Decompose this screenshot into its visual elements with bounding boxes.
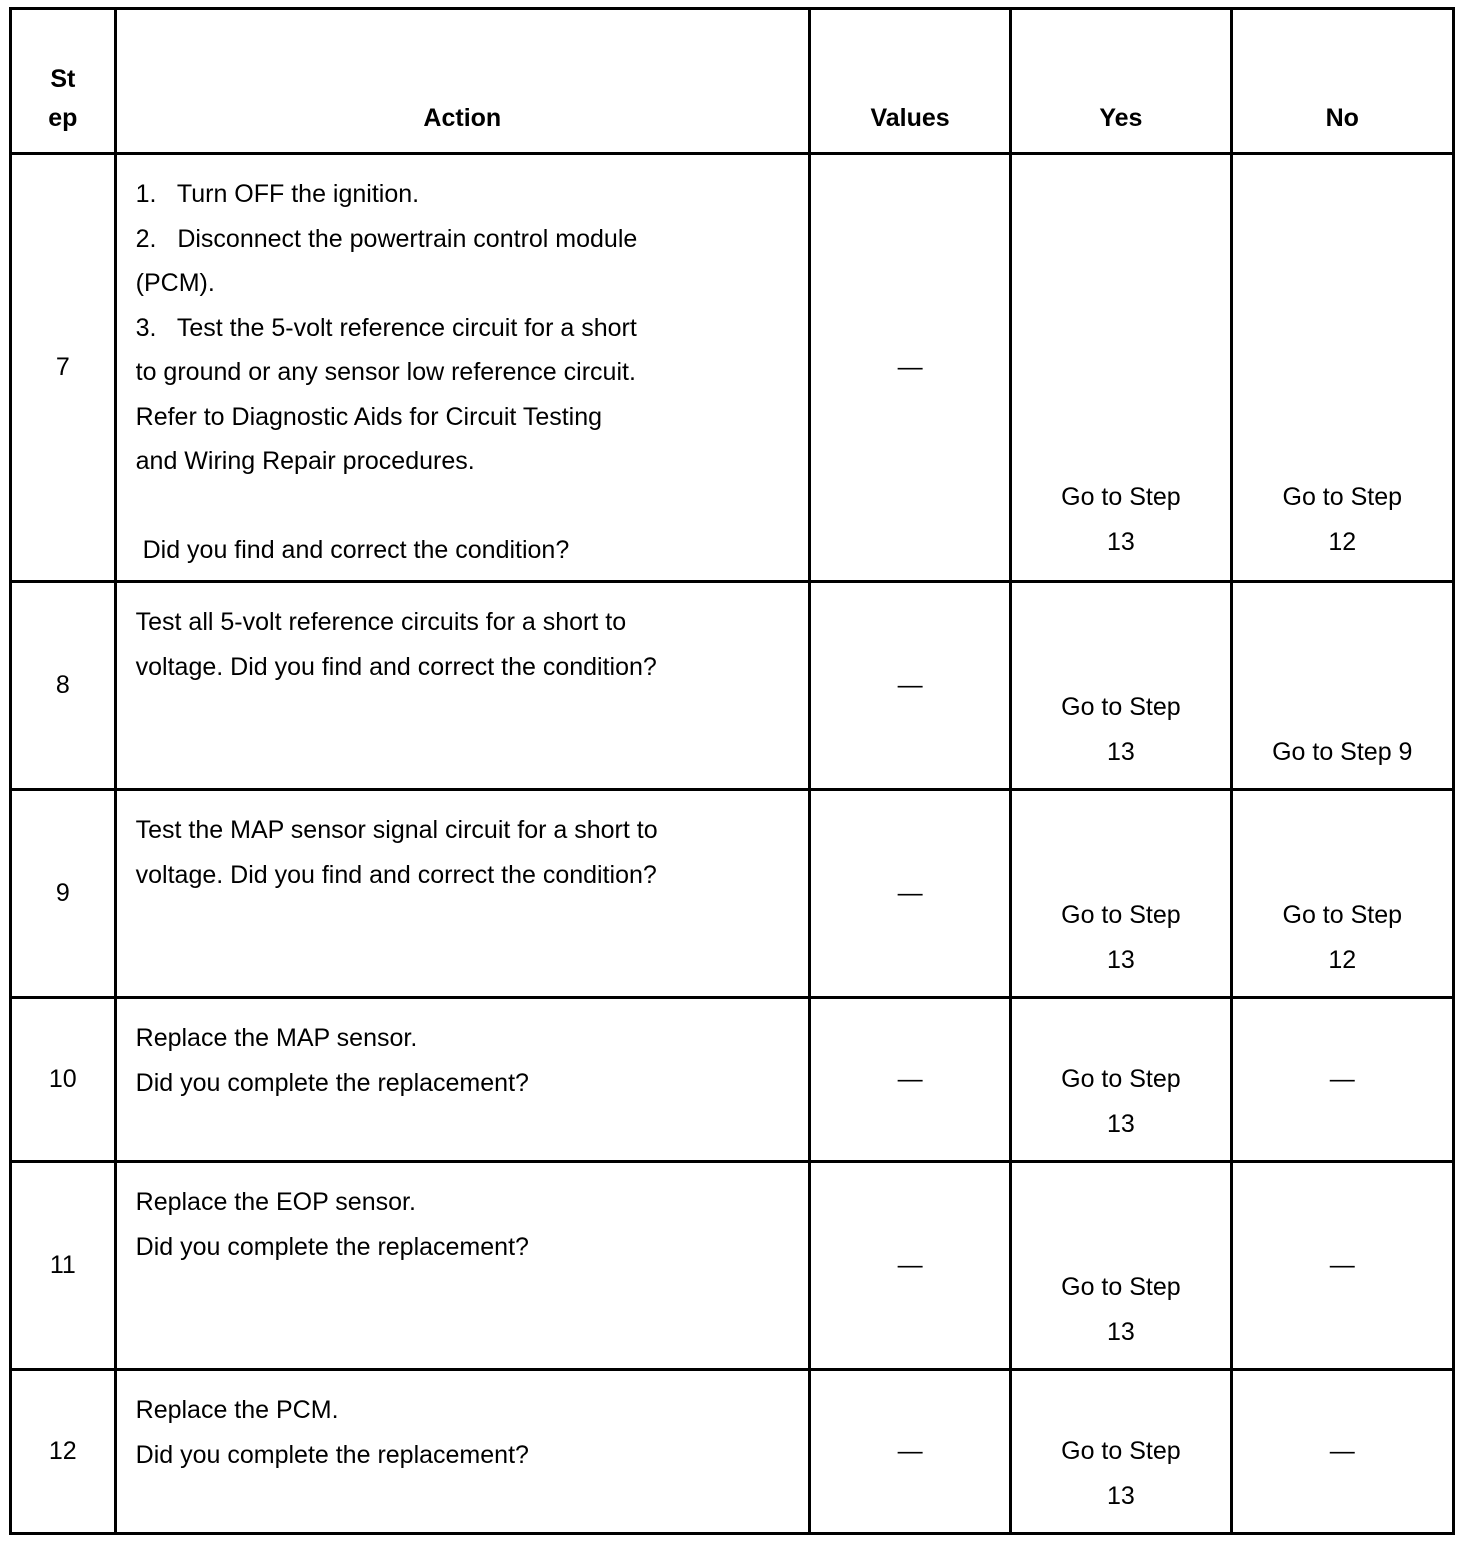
no-line: — [1329,1437,1355,1466]
action-line: Did you complete the replacement? [135,1440,529,1469]
action-line: Did you complete the replacement? [135,1068,529,1097]
action-line: and Wiring Repair procedures. [135,447,475,475]
yes-cell [1011,582,1231,790]
action-line: (PCM). [135,269,215,297]
yes-line: Go to Step [1061,483,1181,511]
no-cell [1231,154,1453,582]
header-step [11,9,116,154]
yes-line: 13 [1106,945,1135,974]
action-line: to ground or any sensor low reference circuit. [135,358,636,386]
step-number: 8 [11,582,116,790]
values-cell: — [809,154,1010,582]
action-cell [115,154,809,582]
no-line: Go to Step 9 [1272,737,1413,766]
action-cell [115,1162,809,1370]
header-no: No [1231,9,1453,154]
yes-line: 13 [1106,737,1135,766]
no-cell [1231,582,1453,790]
no-cell [1231,1370,1453,1534]
header-row [11,9,1454,154]
no-line: 12 [1328,945,1357,974]
yes-line: 13 [1106,1481,1135,1510]
no-cell [1231,998,1453,1162]
table-row [11,1162,1454,1370]
action-line: Replace the PCM. [135,1396,339,1424]
header-action: Action [115,9,809,154]
action-line: 2. Disconnect the powertrain control module [135,224,638,253]
action-line [136,484,808,529]
values-cell: — [809,790,1010,998]
table-row [11,154,1454,582]
no-cell [1231,790,1453,998]
action-line: Replace the MAP sensor. [135,1024,418,1052]
header-step-line1: St [50,65,76,93]
values-cell: — [809,582,1010,790]
step-number: 12 [11,1370,116,1534]
yes-line: 13 [1106,1317,1135,1346]
no-line: — [1329,1251,1355,1280]
action-cell [115,1370,809,1534]
yes-line: 13 [1106,1109,1135,1138]
action-line: Refer to Diagnostic Aids for Circuit Testing [135,402,603,431]
action-line: 1. Turn OFF the ignition. [135,180,420,208]
no-line: Go to Step [1282,901,1403,929]
action-line: Replace the EOP sensor. [135,1188,416,1216]
values-cell: — [809,998,1010,1162]
table-row [11,582,1454,790]
yes-cell [1011,154,1231,582]
no-line: — [1329,1065,1355,1094]
header-step-line2: ep [48,104,78,132]
step-number: 10 [11,998,116,1162]
yes-line: Go to Step [1061,1273,1181,1301]
yes-cell [1011,790,1231,998]
action-line: voltage. Did you find and correct the condition? [135,652,657,681]
action-cell [115,790,809,998]
yes-line: Go to Step [1061,1437,1181,1465]
table-row [11,998,1454,1162]
yes-line: 13 [1106,527,1135,556]
action-cell [115,582,809,790]
action-line: Did you find and correct the condition? [135,536,570,564]
action-line: Test all 5-volt reference circuits for a short to [135,608,627,636]
table-row [11,1370,1454,1534]
yes-cell [1011,1162,1231,1370]
header-values: Values [809,9,1010,154]
yes-cell [1011,998,1231,1162]
yes-line: Go to Step [1061,901,1181,929]
step-number: 9 [11,790,116,998]
step-number: 11 [11,1162,116,1370]
header-yes: Yes [1011,9,1231,154]
action-line: voltage. Did you find and correct the condition? [135,860,657,889]
action-line: 3. Test the 5-volt reference circuit for a short [135,313,637,342]
action-line: Did you complete the replacement? [135,1232,529,1261]
values-cell: — [809,1370,1010,1534]
action-cell [115,998,809,1162]
values-cell: — [809,1162,1010,1370]
action-line: Test the MAP sensor signal circuit for a short to [135,816,658,844]
no-cell [1231,1162,1453,1370]
no-line: Go to Step [1282,483,1403,511]
yes-line: Go to Step [1061,693,1181,721]
table-row [11,790,1454,998]
yes-line: Go to Step [1061,1065,1181,1093]
step-number: 7 [11,154,116,582]
no-line: 12 [1328,527,1357,556]
diagnostic-table [9,7,1455,1535]
yes-cell [1011,1370,1231,1534]
